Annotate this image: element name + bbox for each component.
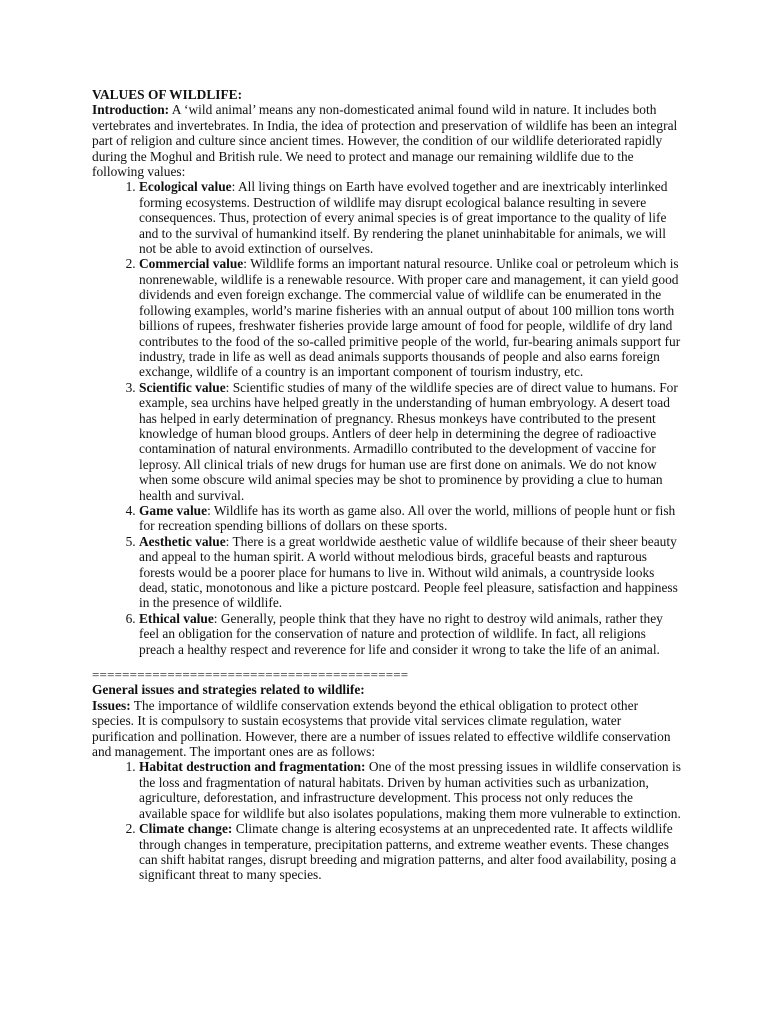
document-title: VALUES OF WILDLIFE: [92, 87, 243, 102]
issue-term: Climate change: [139, 821, 233, 837]
value-term: Scientific value [139, 379, 226, 395]
value-text: : Wildlife has its worth as game also. All over the world, millions of people hunt or fish for recreation spending billions of dollars on these sports. [139, 502, 676, 534]
list-item [139, 759, 682, 821]
issues-intro-text: The importance of wildlife conservation extends beyond the ethical obligation to protect other species. It is compulsory to sustain ecosystems that provide vital services climate regulation, water purification and pollination. However, there are a number of issues related to effective wildlife conservation and management. The important ones are as follows: [92, 697, 671, 760]
issues-label: Issues: [92, 697, 131, 713]
list-item [139, 534, 682, 611]
value-text: : There is a great worldwide aesthetic value of wildlife because of their sheer beauty and appeal to the human spirit. A world without melodious birds, graceful beasts and rapturous forests would be a poorer place for humans to live in. Without wild animals, a countryside looks dead, static, monotonous and like a picture postcard. People feel pleasure, satisfaction and happiness in the presence of wildlife. [139, 533, 678, 611]
value-term: Aesthetic value [139, 533, 226, 549]
value-term: Game value [139, 502, 208, 518]
value-text: : Wildlife forms an important natural resource. Unlike coal or petroleum which is nonrenewable, wildlife is a renewable resource. With proper care and management, it can yield good dividends and even foreign exchange. The commercial value of wildlife can be enumerated in the following examples, world’s marine fisheries with an annual output of about 100 million tons worth billions of rupees, freshwater fisheries provide large amount of food for people, wildlife of dry land contributes to the food of the so-called primitive people of the world, fur-bearing animals support fur industry, trade in life as well as dead animals supports thousands of people and also earns foreign exchange, wildlife of a country is an important component of tourism industry, etc. [139, 256, 681, 380]
value-text: : Scientific studies of many of the wildlife species are of direct value to humans. For example, sea urchins have helped greatly in the understanding of human embryology. A desert toad has helped in early determination of pregnancy. Rhesus monkeys have contributed to the present knowledge of human blood groups. Antlers of deer help in determining the degree of radioactive contamination of natural environments. Armadillo contributed to the development of vaccine for leprosy. All clinical trials of new drugs for human use are first done on animals. We do not know when some obscure wild animal species may be shot to prominence by providing a clue to human health and survival. [139, 379, 678, 503]
list-item [139, 380, 682, 503]
list-item [139, 256, 682, 379]
issue-term: Habitat destruction and fragmentation: [139, 759, 366, 775]
value-term: Commercial value [139, 256, 244, 272]
issue-text: Climate change is altering ecosystems at an unprecedented rate. It affects wildlife through changes in temperature, precipitation patterns, and extreme weather events. These changes can shift habitat ranges, disrupt breeding and migration patterns, and alter food availability, posing a significant threat to many species. [139, 821, 677, 883]
issue-text: One of the most pressing issues in wildlife conservation is the loss and fragmentation of natural habitats. Driven by human activities such as urbanization, agriculture, deforestation, and infrastructure development. This process not only reduces the available space for wildlife but also isolates populations, making them more vulnerable to extinction. [139, 759, 681, 821]
list-item [139, 821, 682, 883]
section-separator: ========================================== [92, 667, 409, 683]
list-item [139, 179, 682, 256]
value-term: Ecological value [139, 179, 232, 195]
values-list [92, 179, 682, 657]
intro-paragraph [92, 102, 682, 179]
document-page [92, 87, 682, 883]
issues-title: General issues and strategies related to wildlife: [92, 682, 365, 698]
intro-text: A ‘wild animal’ means any non-domesticated animal found wild in nature. It includes both vertebrates and invertebrates. In India, the idea of protection and preservation of wildlife has been an integral part of religion and culture since ancient times. However, the condition of our wildlife deteriorated rapidly during the Moghul and British rule. We need to protect and manage our remaining wildlife due to the following values: [92, 102, 678, 180]
issues-list [92, 759, 682, 882]
value-text: : All living things on Earth have evolved together and are inextricably interlinked forming ecosystems. Destruction of wildlife may disrupt ecological balance resulting in severe consequences. Thus, protection of every animal species is of great importance to the quality of life and to the survival of humankind itself. By rendering the planet uninhabitable for animals, we will not be able to avoid extinction of ourselves. [139, 179, 668, 257]
intro-label: Introduction: [92, 102, 170, 118]
list-item [139, 611, 682, 657]
value-text: : Generally, people think that they have no right to destroy wild animals, rather they feel an obligation for the conservation of nature and protection of wildlife. In fact, all religions preach a healthy respect and reverence for life and consider it wrong to take the life of an animal. [139, 610, 663, 657]
issues-intro-paragraph [92, 698, 682, 760]
list-item [139, 503, 682, 534]
value-term: Ethical value [139, 610, 214, 626]
